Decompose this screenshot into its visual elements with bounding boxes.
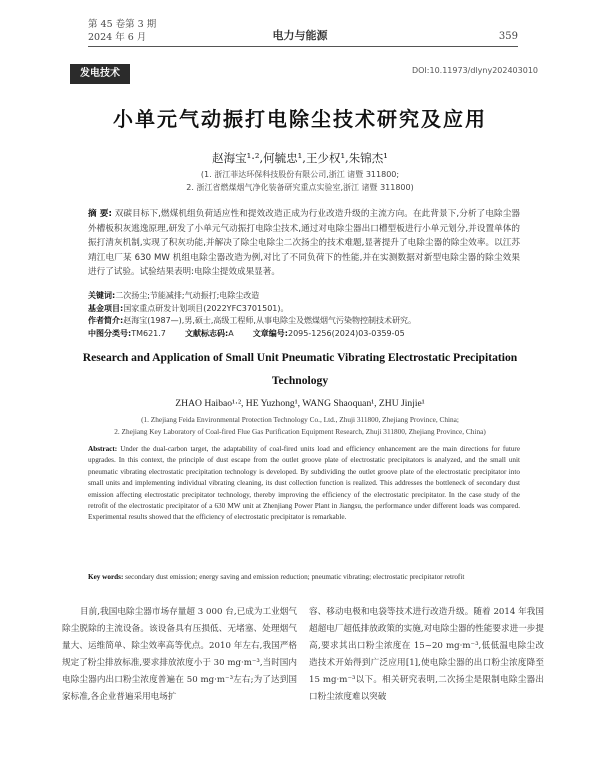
affiliation-en-1: (1. Zhejiang Feida Environmental Protection Technology Co., Ltd., Zhuji 311800, Zhejiang Province, China; bbox=[141, 415, 459, 424]
body-left-text: 目前,我国电除尘器市场存量超 3 000 台,已成为工业烟气除尘脱除的主流设备。该设备具有压损低、无堵塞、处理烟气量大、运维简单、除尘效率高等优点。2010 年左右,我国严格规定了粉尘排放标准,要求排放浓度小于 30 mg·m⁻³,当时国内电除尘器内出口粉尘浓度普遍在 50 mg·m⁻³左右;为了达到国家标准,各企业普遍采用电场扩 bbox=[62, 607, 297, 702]
issue-date: 2024 年 6 月 bbox=[88, 32, 147, 43]
page-number: 359 bbox=[498, 31, 518, 42]
affiliation-cn-1: (1. 浙江菲达环保科技股份有限公司,浙江 诸暨 311800; bbox=[200, 170, 400, 179]
article-title-en: Research and Application of Small Unit Pneumatic Vibrating Electrostatic Precipitation Technology bbox=[82, 351, 518, 387]
journal-name: 电力与能源 bbox=[272, 29, 328, 42]
abstract-en bbox=[88, 444, 520, 524]
section-tag: 发电技术 bbox=[70, 64, 130, 84]
keywords-cn: 关键词:二次扬尘;节能减排;气动振打;电除尘改造 bbox=[88, 291, 260, 300]
article-title-cn: 小单元气动振打电除尘技术研究及应用 bbox=[113, 107, 487, 131]
abstract-en-text: Under the dual-carbon target, the adaptability of coal-fired units load and efficiency enhancement are the main directions for future upgrades. In this context, the principle of dust escape from the outlet groove plate of electrostatic precipitators is analyzed, and the small unit pneumatic vibrating electrostatic precipitation technology is developed. By subdividing the outlet groove plate of the electrostatic precipitator into small units and implementing individual vibrating cleaning, its dust collection function is realized. This addresses the bottleneck of secondary dust emission affecting electrostatic precipitator technology, thereby improving the efficiency of the electrostatic precipitator. In the case study of the retrofit of the electrostatic precipitator of a 630 MW unit at Zhenjiang Power Plant in Jiangsu, the performance under different loads was compared. Experimental results showed that the efficiency of electrostatic precipitator is remarkable. bbox=[88, 445, 521, 522]
body-column-right bbox=[309, 604, 544, 706]
body-column-left bbox=[62, 604, 297, 706]
authors-cn: 赵海宝¹·²,何毓忠¹,王少权¹,朱锦杰¹ bbox=[212, 151, 388, 165]
doi[interactable]: DOI:10.11973/dlyny202403010 bbox=[411, 66, 538, 75]
abstract-cn-label: 摘 要: bbox=[88, 209, 112, 219]
keywords-en: Key words: secondary dust emission; energy saving and emission reduction; pneumatic vibrating; electrostatic precipitator retrofit bbox=[88, 573, 465, 581]
authors-en: ZHAO Haibao¹·², HE Yuzhong¹, WANG Shaoquan¹, ZHU Jinjie¹ bbox=[175, 398, 425, 409]
author-intro: 作者简介:赵海宝(1987—),男,硕士,高级工程师,从事电除尘及燃煤烟气污染物控制技术研究。 bbox=[88, 316, 416, 326]
volume-issue: 第 45 卷第 3 期 bbox=[88, 19, 157, 30]
affiliation-cn-2: 2. 浙江省燃煤烟气净化装备研究重点实验室,浙江 诸暨 311800) bbox=[186, 183, 414, 192]
abstract-cn-text: 双碳目标下,燃煤机组负荷适应性和提效改造正成为行业改造升级的主流方向。在此背景下,分析了电除尘器外槽板积灰逃逸原理,研发了小单元气动振打电除尘技术,通过对电除尘器出口槽型板进行小单元划分,并设置单体的振打清灰机制,实现了积灰功能,并解决了除尘电除尘二次扬尘的技术难题,显著提升了电除尘器的除尘效率。以江苏靖江电厂某 630 MW 机组电除尘器改造为例,对比了不同负荷下的性能,并在实测数据对新型电除尘器的除尘效果进行了试验。试验结果表明:电除尘提效成果显著。 bbox=[88, 209, 520, 278]
classification: 中图分类号:TM621.7 文献标志码:A 文章编号:2095-1256(2024)03-0359-05 bbox=[88, 328, 405, 338]
abstract-en-label: Abstract: bbox=[88, 445, 118, 453]
funding: 基金项目:国家重点研发计划项目(2022YFC3701501)。 bbox=[88, 303, 289, 313]
body-right-text: 容、移动电极和电袋等技术进行改造升级。随着 2014 年我国超超电厂超低排放政策的实施,对电除尘器的性能要求进一步提高,要求其出口粉尘浓度在 15~20 mg·m⁻³,低低温电除尘改造技术开始得到广泛应用[1],使电除尘器的出口粉尘浓度降至 15 mg·m⁻³以下。相关研究表明,二次扬尘是限制电除尘器出口粉尘浓度难以突破 bbox=[309, 607, 544, 702]
affiliation-en-2: 2. Zhejiang Key Laboratory of Coal-fired Flue Gas Purification Equipment Research, Zhuji 311800, Zhejiang Province, China) bbox=[114, 427, 486, 436]
